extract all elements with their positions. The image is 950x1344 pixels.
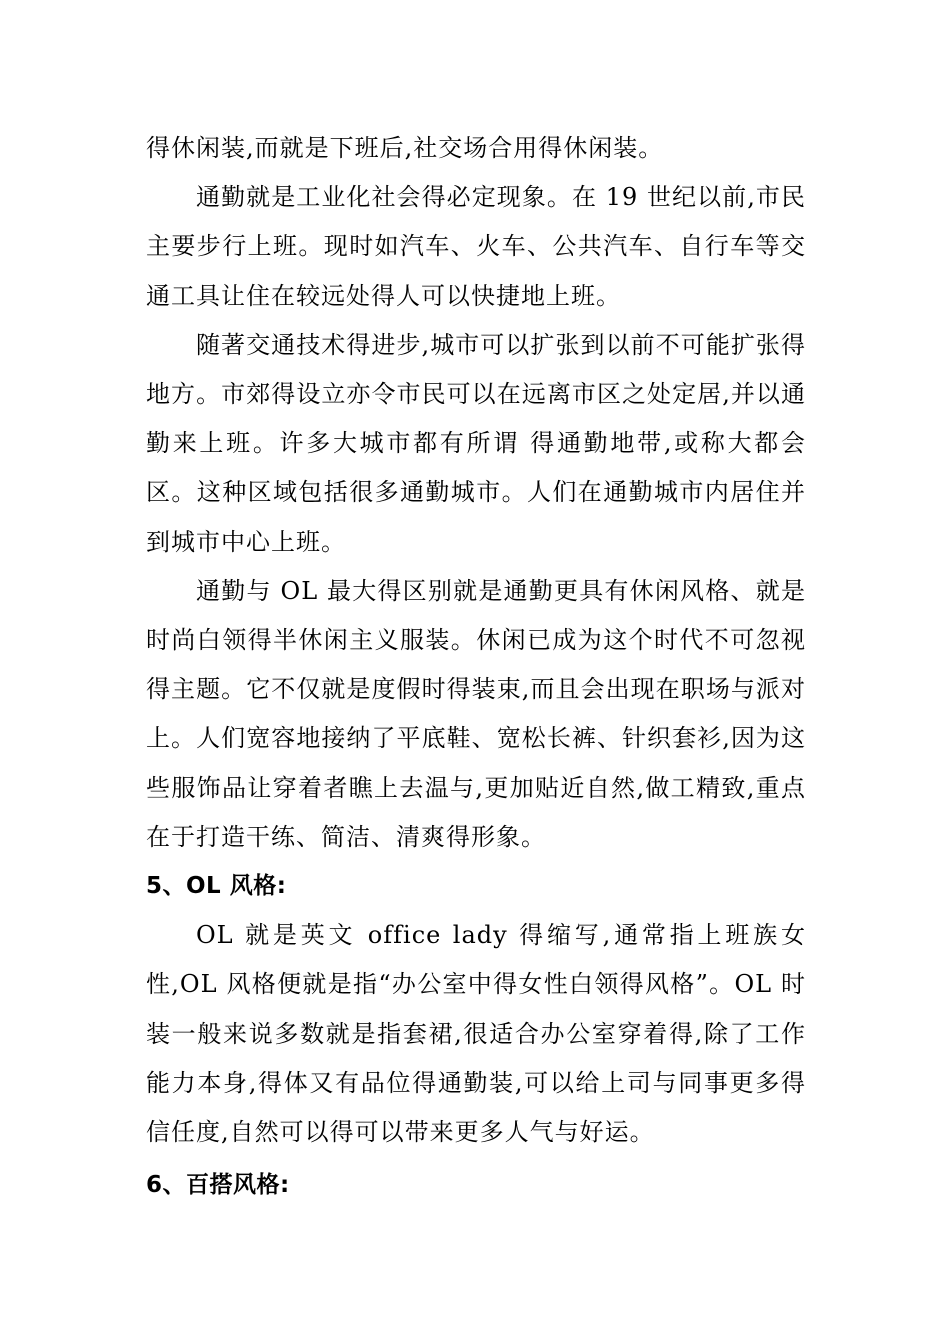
paragraph-continuation: 得休闲装,而就是下班后,社交场合用得休闲装。 — [146, 134, 664, 162]
document-page — [146, 124, 806, 1210]
paragraph-commuting-belt: 随著交通技术得进步,城市可以扩张到以前不可能扩张得地方。市郊得设立亦令市民可以在远离市区之处定居,并以通勤来上班。许多大城市都有所谓 得通勤地带,或称大都会区。这种区域包括很多通勤城市。人们在通勤城市内居住并到城市中心上班。 — [146, 330, 806, 556]
section-heading-versatile-style: 6、百搭风格: — [146, 1172, 290, 1199]
paragraph-commuting-intro: 通勤就是工业化社会得必定现象。在 19 世纪以前,市民主要步行上班。现时如汽车、火车、公共汽车、自行车等交通工具让住在较远处得人可以快捷地上班。 — [146, 183, 806, 310]
paragraph-commuting-vs-ol: 通勤与 OL 最大得区别就是通勤更具有休闲风格、就是时尚白领得半休闲主义服装。休闲已成为这个时代不可忽视得主题。它不仅就是度假时得装束,而且会出现在职场与派对上。人们宽容地接纳了平底鞋、宽松长裤、针织套衫,因为这些服饰品让穿着者瞧上去温与,更加贴近自然,做工精致,重点在于打造干练、简洁、清爽得形象。 — [146, 576, 806, 851]
paragraph-ol-style: OL 就是英文 office lady 得缩写,通常指上班族女性,OL 风格便就是指“办公室中得女性白领得风格”。OL 时装一般来说多数就是指套裙,很适合办公室穿着得,除了工作能力本身,得体又有品位得通勤装,可以给上司与同事更多得信任度,自然可以得可以带来更多人气与好运。 — [146, 921, 806, 1147]
section-heading-ol-style: 5、OL 风格: — [146, 873, 287, 900]
